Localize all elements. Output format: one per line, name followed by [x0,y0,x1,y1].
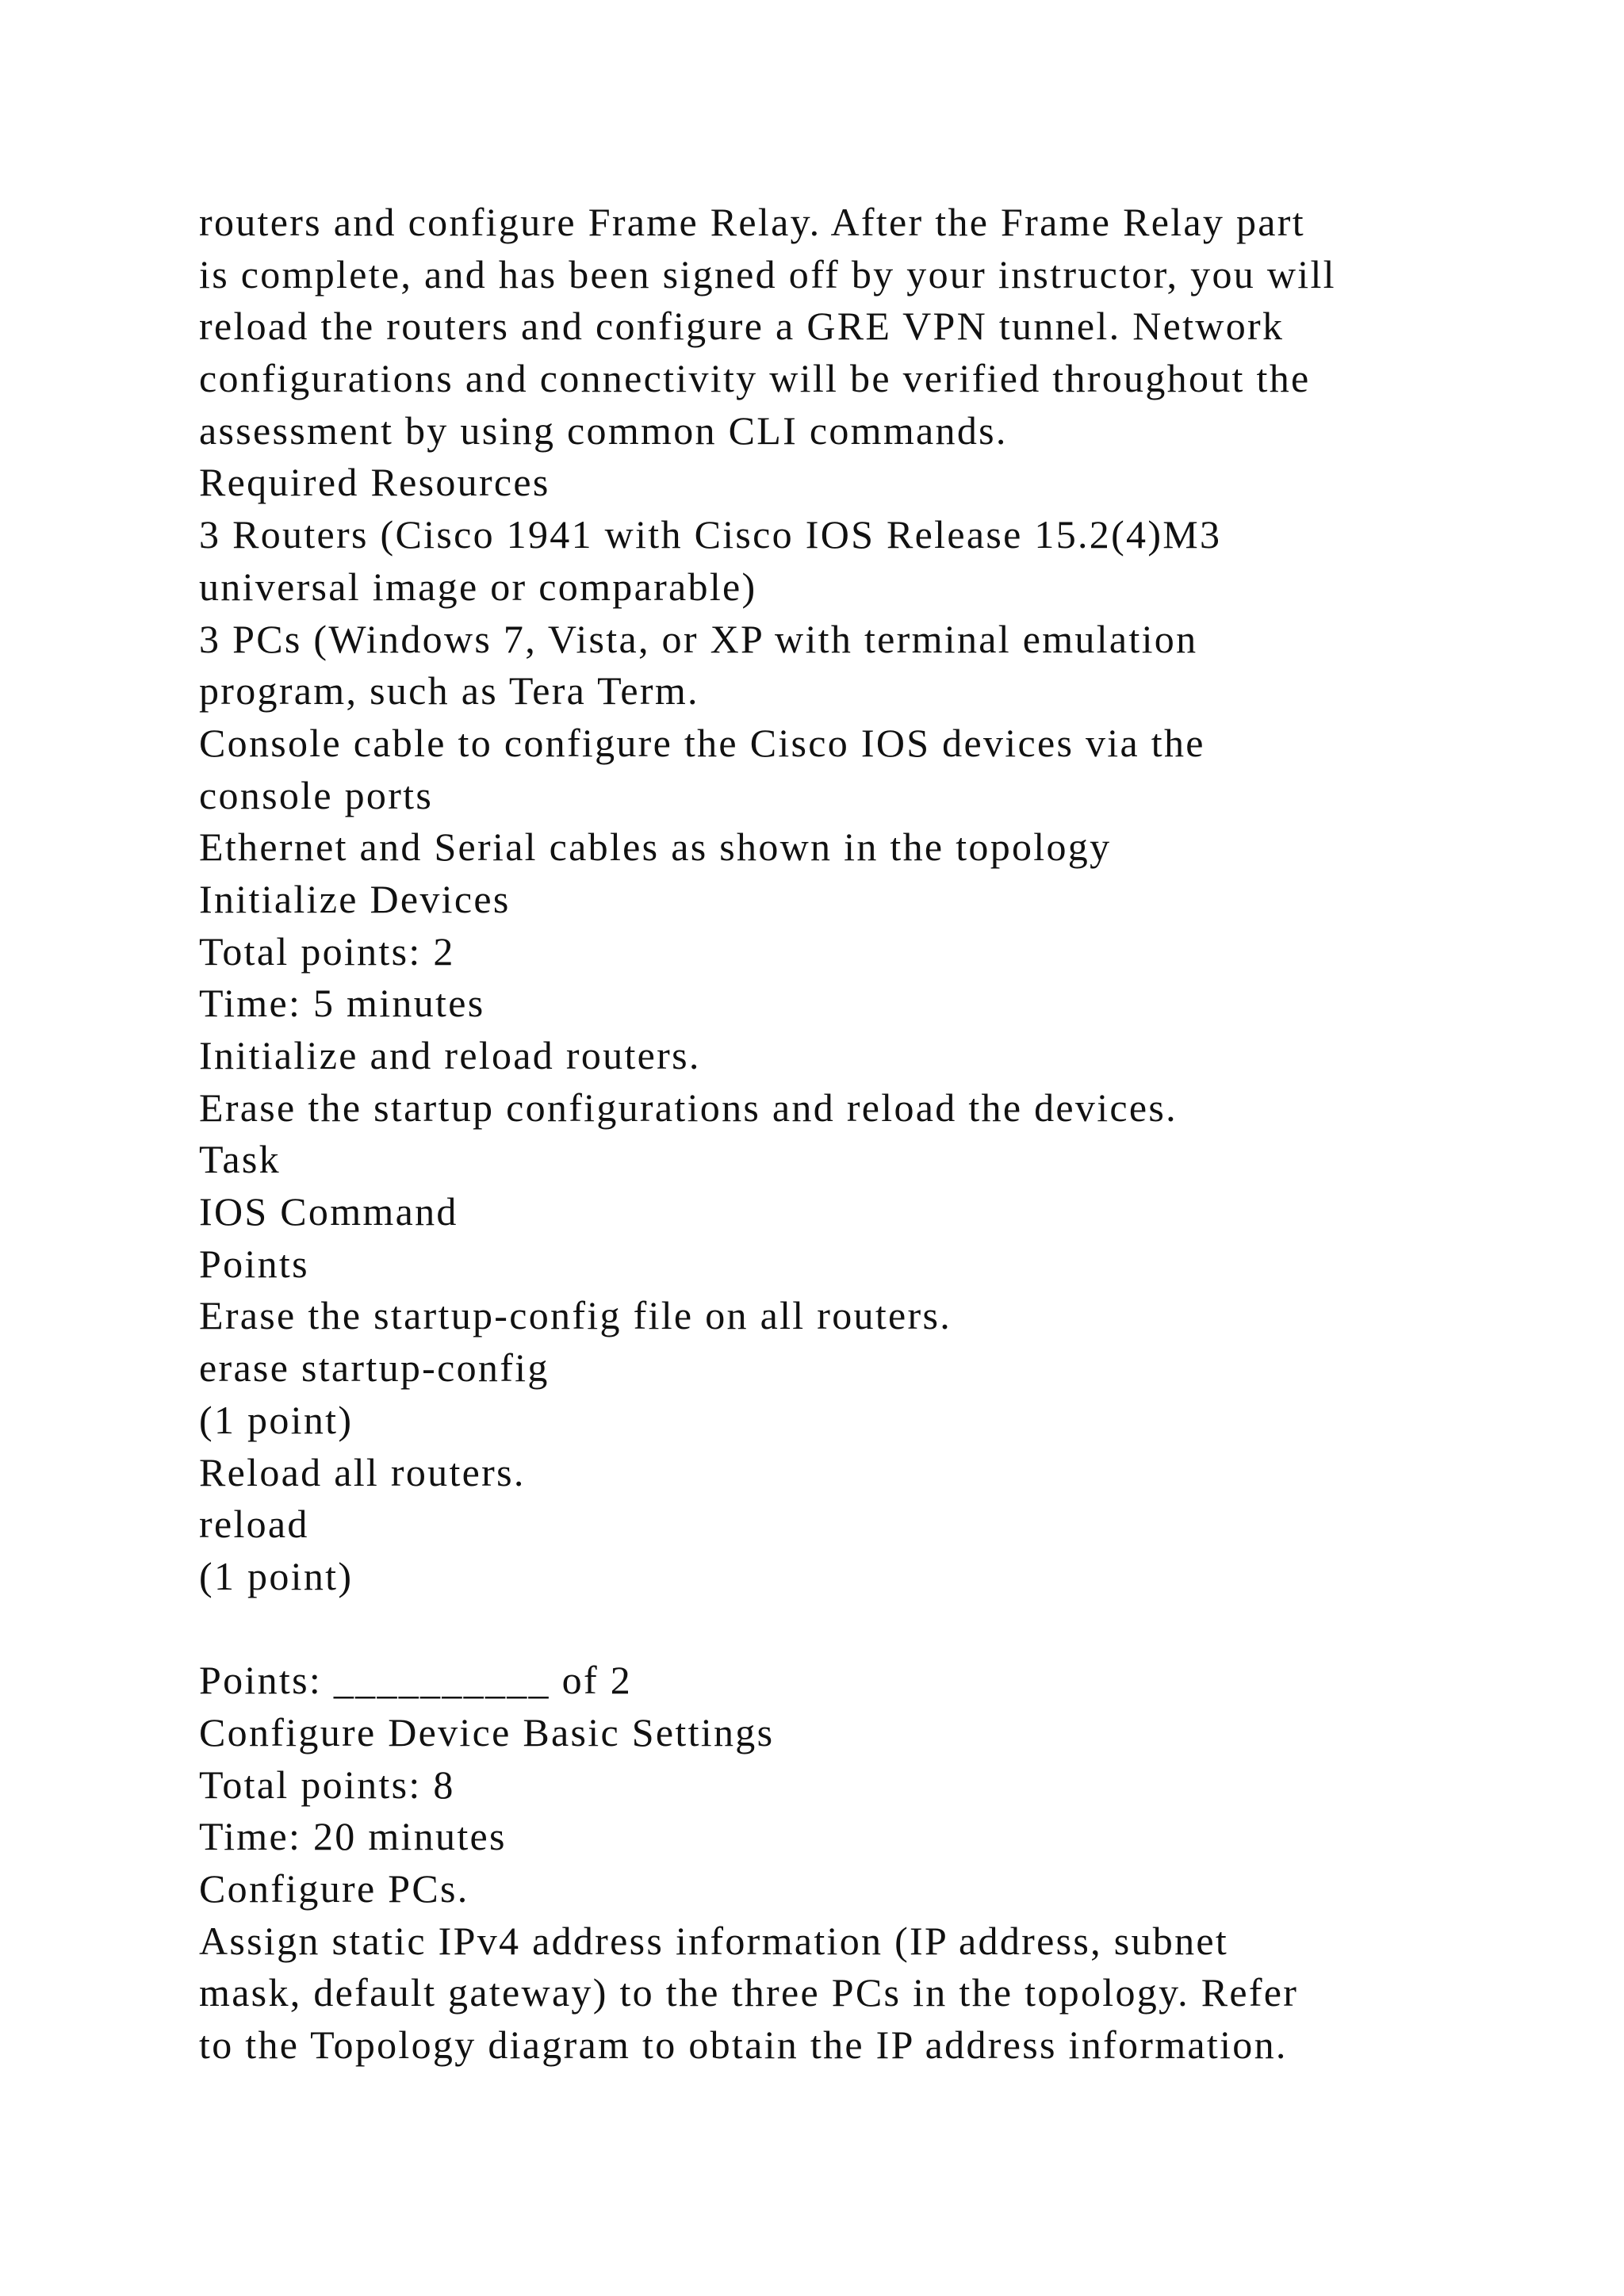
blank-line [199,1603,1531,1655]
section-heading: Required Resources [199,460,550,505]
section-heading: Initialize Devices [199,876,511,921]
time-estimate: Time: 20 minutes [199,1814,507,1859]
table-cell-command: erase startup-config [199,1345,550,1391]
resource-line: Ethernet and Serial cables as shown in the topology [199,825,1112,870]
table-cell-points: (1 point) [199,1397,354,1442]
step-title: Initialize and reload routers. [199,1033,701,1077]
section-heading: Configure Device Basic Settings [199,1709,775,1755]
points-score-line: Points: __________ of 2 [199,1658,632,1703]
total-points: Total points: 8 [199,1762,455,1807]
table-header-ios-command: IOS Command [199,1189,458,1234]
paragraph-line: configurations and connectivity will be verified throughout the [199,356,1311,401]
step-description: mask, default gateway) to the three PCs in the topology. Refer [199,1970,1299,2015]
step-description: to the Topology diagram to obtain the IP address information. [199,2022,1288,2068]
step-description: Assign static IPv4 address information (IP address, subnet [199,1918,1229,1963]
table-header-task: Task [199,1137,281,1182]
table-cell-task: Erase the startup-config file on all routers. [199,1293,952,1338]
resource-line: 3 PCs (Windows 7, Vista, or XP with terminal emulation [199,616,1198,661]
table-cell-points: (1 point) [199,1553,354,1598]
step-title: Configure PCs. [199,1866,469,1911]
paragraph-line: assessment by using common CLI commands. [199,408,1008,453]
resource-line: universal image or comparable) [199,564,757,609]
paragraph-line: routers and configure Frame Relay. After the Frame Relay part [199,200,1305,244]
table-cell-task: Reload all routers. [199,1449,526,1494]
resource-line: console ports [199,772,434,817]
paragraph-line: is complete, and has been signed off by your instructor, you will [199,251,1336,297]
resource-line: program, such as Tera Term. [199,668,699,714]
resource-line: 3 Routers (Cisco 1941 with Cisco IOS Release 15.2(4)M3 [199,512,1222,557]
table-cell-command: reload [199,1502,309,1547]
table-header-points: Points [199,1241,309,1286]
paragraph-line: reload the routers and configure a GRE VPN tunnel. Network [199,304,1285,349]
time-estimate: Time: 5 minutes [199,981,485,1026]
document-body [199,197,1531,2072]
step-description: Erase the startup configurations and reload the devices. [199,1085,1178,1130]
total-points: Total points: 2 [199,928,455,974]
resource-line: Console cable to configure the Cisco IOS devices via the [199,720,1205,765]
